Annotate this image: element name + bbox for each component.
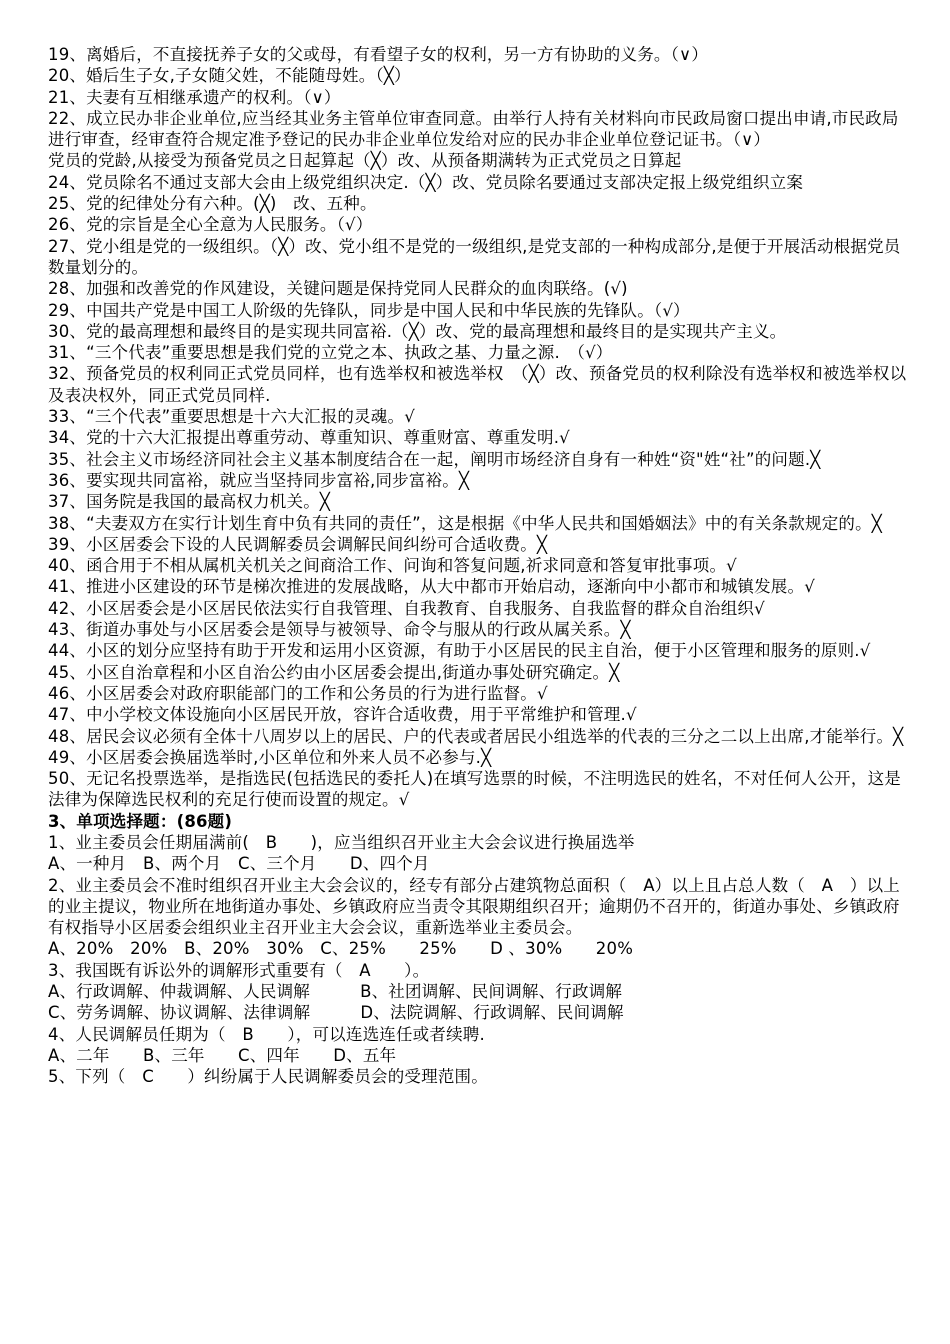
true-false-item: 48、居民会议必须有全体十八周岁以上的居民、户的代表或者居民小组选举的代表的三分之二以上出席,才能举行。╳: [48, 726, 904, 746]
choice-options: A、二年 B、三年 C、四年 D、五年: [48, 1045, 397, 1065]
choice-question: 3、我国既有诉讼外的调解形式重要有（ A ）。: [48, 960, 430, 980]
choice-options: A、一种月 B、两个月 C、三个月 D、四个月: [48, 854, 430, 874]
true-false-item: 27、党小组是党的一级组织。（╳）改、党小组不是党的一级组织,是党支部的一种构成部分,是便于开展活动根据党员数量划分的。: [48, 236, 901, 277]
choice-question: 1、业主委员会任期届满前( B )，应当组织召开业主大会会议进行换届选举: [48, 832, 635, 852]
choice-options: A、20% 20% B、20% 30% C、25% 25% D 、30% 20%: [48, 939, 634, 959]
true-false-item: 45、小区自治章程和小区自治公约由小区居委会提出,街道办事处研究确定。╳: [48, 662, 620, 682]
true-false-item: 41、推进小区建设的环节是梯次推进的发展战略，从大中都市开始启动，逐渐向中小都市和城镇发展。√: [48, 577, 815, 597]
true-false-item: 29、中国共产党是中国工人阶级的先锋队，同步是中国人民和中华民族的先锋队。（√）: [48, 300, 690, 320]
true-false-item: 20、婚后生子女,子女随父姓，不能随母姓。（╳）: [48, 66, 411, 86]
choice-options: A、行政调解、仲裁调解、人民调解 B、社团调解、民间调解、行政调解: [48, 982, 623, 1002]
true-false-item: 31、“三个代表”重要思想是我们党的立党之本、执政之基、力量之源. （√）: [48, 343, 613, 363]
true-false-item: 35、社会主义市场经济同社会主义基本制度结合在一起，阐明市场经济自身有一种姓“资"姓“社”的问题.╳: [48, 449, 821, 469]
true-false-item: 47、中小学校文体设施向小区居民开放，容许合适收费，用于平常维护和管理.√: [48, 705, 637, 725]
true-false-item: 19、离婚后，不直接抚养子女的父或母，有看望子女的权利，另一方有协助的义务。（∨）: [48, 45, 709, 64]
true-false-item: 28、加强和改善党的作风建设，关键问题是保持党同人民群众的血肉联络。(√): [48, 279, 628, 299]
true-false-item: 33、“三个代表”重要思想是十六大汇报的灵魂。√: [48, 407, 415, 427]
true-false-item: 24、党员除名不通过支部大会由上级党组织决定.（╳）改、党员除名要通过支部决定报上级党组织立案: [48, 172, 804, 192]
true-false-item: 26、党的宗旨是全心全意为人民服务。（√）: [48, 215, 373, 235]
true-false-item: 49、小区居委会换届选举时,小区单位和外来人员不必参与.╳: [48, 747, 492, 767]
choice-options: C、劳务调解、协议调解、法律调解 D、法院调解、行政调解、民间调解: [48, 1003, 624, 1023]
true-false-item: 22、成立民办非企业单位,应当经其业务主管单位审查同意。由举行人持有关材料向市民政局窗口提出申请,市民政局进行审查，经审查符合规定准予登记的民办非企业单位发给对应的民办非企业单位登记证书。（∨）: [48, 108, 899, 150]
true-false-item: 42、小区居委会是小区居民依法实行自我管理、自我教育、自我服务、自我监督的群众自治组织√: [48, 598, 765, 618]
true-false-item: 39、小区居委会下设的人民调解委员会调解民间纠纷可合适收费。╳: [48, 534, 548, 554]
choice-question: 2、业主委员会不准时组织召开业主大会会议的，经专有部分占建筑物总面积（ A）以上且占总人数（ A ）以上的业主提议，物业所在地街道办事处、乡镇政府应当责令其限期组织召开；逾期仍不召开的，街道办事处、乡镇政府有权指导小区居委会组织业主召开业主大会会议，重新选举业主委员会。: [48, 875, 900, 938]
true-false-item: 党员的党龄,从接受为预备党员之日起算起（╳）改、从预备期满转为正式党员之日算起: [48, 151, 682, 171]
true-false-item: 40、函合用于不相从属机关机关之间商洽工作、问询和答复问题,祈求同意和答复审批事项。√: [48, 556, 737, 576]
choice-question: 4、人民调解员任期为（ B ），可以连选连任或者续聘.: [48, 1024, 485, 1044]
true-false-item: 38、“夫妻双方在实行计划生育中负有共同的责任”，这是根据《中华人民共和国婚姻法》中的有关条款规定的。╳: [48, 513, 882, 533]
true-false-item: 50、无记名投票选举，是指选民(包括选民的委托人)在填写选票的时候，不注明选民的姓名，不对任何人公开，这是法律为保障选民权利的充足行使而设置的规定。√: [48, 769, 901, 810]
section-heading: 3、单项选择题：(86题): [48, 811, 233, 831]
true-false-item: 30、党的最高理想和最终目的是实现共同富裕.（╳）改、党的最高理想和最终目的是实现共产主义。: [48, 321, 787, 341]
true-false-item: 25、党的纪律处分有六种。(╳) 改、五种。: [48, 194, 377, 214]
true-false-item: 34、党的十六大汇报提出尊重劳动、尊重知识、尊重财富、尊重发明.√: [48, 428, 570, 448]
true-false-item: 37、国务院是我国的最高权力机关。╳: [48, 492, 331, 512]
true-false-item: 43、街道办事处与小区居委会是领导与被领导、命令与服从的行政从属关系。╳: [48, 620, 631, 640]
true-false-item: 21、夫妻有互相继承遗产的权利。（∨）: [48, 87, 341, 107]
true-false-item: 36、要实现共同富裕，就应当坚持同步富裕,同步富裕。╳: [48, 470, 470, 490]
choice-question: 5、下列（ C ）纠纷属于人民调解委员会的受理范围。: [48, 1067, 488, 1087]
true-false-item: 44、小区的划分应坚持有助于开发和运用小区资源，有助于小区居民的民主自治，便于小区管理和服务的原则.√: [48, 641, 871, 661]
true-false-item: 32、预备党员的权利同正式党员同样，也有选举权和被选举权 （╳）改、预备党员的权利除没有选举权和被选举权以及表决权外，同正式党员同样.: [48, 364, 907, 405]
true-false-item: 46、小区居委会对政府职能部门的工作和公务员的行为进行监督。√: [48, 683, 548, 703]
